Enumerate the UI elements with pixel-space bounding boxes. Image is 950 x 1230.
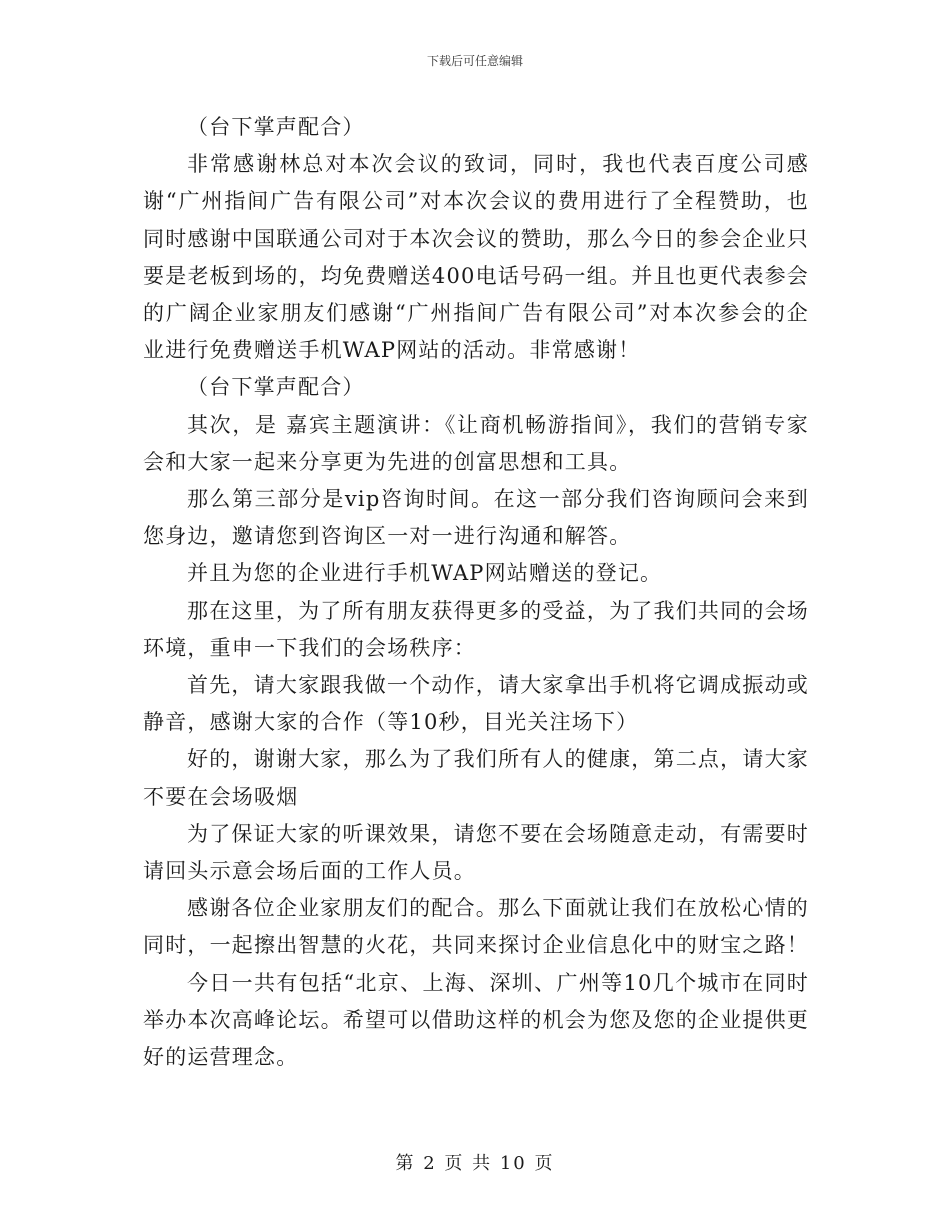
- document-body: [143, 109, 809, 1076]
- paragraph-applause-1: （台下掌声配合）: [187, 115, 365, 139]
- paragraph-no-walking: 为了保证大家的听课效果，请您不要在会场随意走动，有需要时请回头示意会场后面的工作人员。: [143, 821, 809, 884]
- paragraph-phone-silence: 首先，请大家跟我做一个动作，请大家拿出手机将它调成振动或静音，感谢大家的合作（等10秒，目光关注场下）: [143, 673, 809, 735]
- paragraph-keynote: 其次，是 嘉宾主题演讲：《让商机畅游指间》，我们的营销专家会和大家一起来分享更为先进的创富思想和工具。: [143, 412, 809, 474]
- paragraph-venue-order: 那在这里，为了所有朋友获得更多的受益，为了我们共同的会场环境，重申一下我们的会场秩序：: [143, 598, 809, 660]
- paragraph-thanks-cooperation: 感谢各位企业家朋友们的配合。那么下面就让我们在放松心情的同时，一起擦出智慧的火花，共同来探讨企业信息化中的财宝之路！: [143, 896, 809, 958]
- paragraph-applause-2: （台下掌声配合）: [187, 375, 365, 400]
- paragraph-no-smoking: 好的，谢谢大家，那么为了我们所有人的健康，第二点，请大家不要在会场吸烟: [143, 747, 809, 809]
- page-number: 第 2 页 共 10 页: [395, 1153, 555, 1174]
- paragraph-thanks-sponsors: 非常感谢林总对本次会议的致词，同时，我也代表百度公司感谢“广州指间广告有限公司”对本次会议的费用进行了全程赞助，也同时感谢中国联通公司对于本次会议的赞助，那么今日的参会企业只要是老板到场的，均免费赠送400电话号码一组。并且也更代表参会的广阔企业家朋友们感谢“广州指间广告有限公司”对本次参会的企业进行免费赠送手机WAP网站的活动。非常感谢！: [143, 152, 809, 363]
- paragraph-vip-consulting: 那么第三部分是vip咨询时间。在这一部分我们咨询顾问会来到您身边，邀请您到咨询区一对一进行沟通和解答。: [143, 487, 809, 549]
- page-header-note: 下载后可任意编辑: [426, 54, 523, 68]
- paragraph-wap-registration: 并且为您的企业进行手机WAP网站赠送的登记。: [187, 561, 663, 586]
- paragraph-forum-cities: 今日一共有包括“北京、上海、深圳、广州等10几个城市在同时举办本次高峰论坛。希望可以借助这样的机会为您及您的企业提供更好的运营理念。: [143, 970, 809, 1070]
